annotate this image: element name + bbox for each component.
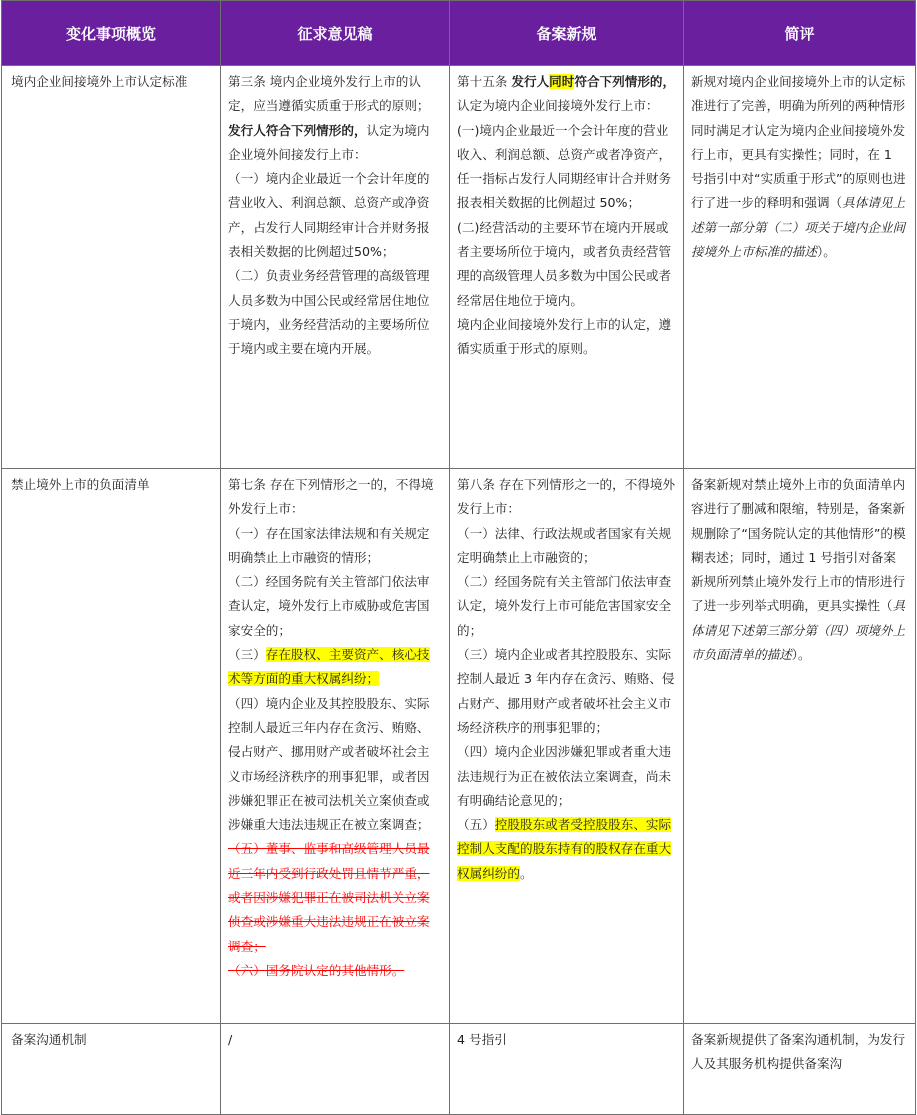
draft-item: （二）经国务院有关主管部门依法审查认定，境外发行上市威胁或危害国家安全的； (228, 574, 430, 638)
comment-reference: 具体请见上述第一部分第（二）项关于境内企业间接境外上市标准的描述 (691, 195, 906, 260)
new-item: （一）法律、行政法规或者国家有关规定明确禁止上市融资的； (457, 525, 672, 565)
draft-cell (221, 66, 450, 469)
new-item: （四）境内企业因涉嫌犯罪或者重大违法违规行为正在被依法立案调查，尚未有明确结论意见的； (457, 744, 672, 808)
table-row (2, 66, 916, 469)
new-item: (二)经营活动的主要环节在境内开展或者主要场所位于境内，或者负责经营管理的高级管理人员多数为中国公民或者经常居住地位于境内。 (457, 219, 672, 308)
topic-cell (2, 66, 221, 469)
new-rules-cell (450, 1024, 684, 1115)
header-row (2, 1, 916, 66)
new-item-prefix: （五） (457, 817, 495, 833)
new-lead (457, 70, 676, 119)
new-item: 境内企业间接境外发行上市的认定，遵循实质重于形式的原则。 (457, 316, 672, 357)
comment-body: 备案新规对禁止境外上市的负面清单内容进行了删减和限缩，特别是，备案新规删除了“国务院认定的其他情形”的模糊表述；同时，通过 1 号指引对备案新规所列禁止境外发行上市的情形进行了进一步列举式明确，更具实操性（ (691, 477, 906, 614)
comment-cell (684, 66, 916, 469)
comment-text (691, 473, 908, 667)
new-item-tail: 。 (519, 865, 533, 881)
draft-item: （四）境内企业及其控股股东、实际控制人最近三年内存在贪污、贿赂、侵占财产、挪用财产或者破坏社会主义市场经济秩序的刑事犯罪，或者因涉嫌犯罪正在被司法机关立案侦查或涉嫌重大违法违规正在被立案调查； (228, 695, 430, 833)
draft-lead-bold: 发行人符合下列情形的， (228, 122, 367, 138)
draft-cell (221, 469, 450, 1024)
comment-cell (684, 469, 916, 1024)
comment-reference: 具体请见下述第三部分第（四）项境外上市负面清单的描述 (691, 598, 906, 663)
comment-text: 备案新规提供了备案沟通机制，为发行人及其服务机构提供备案沟 (691, 1032, 906, 1072)
draft-item-highlight: 存在股权、主要资产、核心技术等方面的重大权属纠纷； (228, 647, 430, 687)
draft-cell (221, 1024, 450, 1115)
draft-lead-text: 第三条 境内企业境外发行上市的认定，应当遵循实质重于形式的原则； (228, 74, 430, 114)
table-row (2, 1024, 916, 1115)
comment-tail: ）。 (791, 647, 811, 663)
draft-item (228, 643, 442, 692)
comparison-table (1, 0, 916, 1115)
deleted-item: （五）董事、监事和高级管理人员最近三年内受到行政处罚且情节严重，或者因涉嫌犯罪正在被司法机关立案侦查或涉嫌重大违法违规正在被立案调查； (228, 841, 430, 954)
header-new-rules: 备案新规 (450, 1, 684, 66)
topic-cell (2, 469, 221, 1024)
draft-item: / (228, 1032, 233, 1047)
header-overview: 变化事项概览 (2, 1, 221, 66)
new-item: （二）经国务院有关主管部门依法审查认定，境外发行上市可能危害国家安全的； (457, 574, 672, 638)
topic-cell (2, 1024, 221, 1115)
comment-cell (684, 1024, 916, 1115)
new-item: （三）境内企业或者其控股股东、实际控制人最近 3 年内存在贪污、贿赂、侵占财产、挪用财产或者破坏社会主义市场经济秩序的刑事犯罪的； (457, 647, 675, 735)
new-lead-bold: 符合下列情形的， (574, 74, 676, 89)
new-item (457, 813, 676, 886)
draft-item: （二）负责业务经营管理的高级管理人员多数为中国公民或经常居住地位于境内，业务经营活动的主要场所位于境内或主要在境内开展。 (228, 268, 430, 357)
new-lead: 第八条 存在下列情形之一的，不得境外发行上市： (457, 477, 676, 517)
topic-label: 境内企业间接境外上市认定标准 (11, 74, 188, 89)
new-lead-highlight: 同时 (549, 74, 575, 89)
comment-text (691, 70, 908, 264)
new-item: 4 号指引 (457, 1032, 507, 1047)
draft-lead (228, 70, 442, 167)
draft-item: （一）境内企业最近一个会计年度的营业收入、利润总额、总资产或净资产，占发行人同期经审计合并财务报表相关数据的比例超过50%； (228, 171, 430, 260)
draft-lead-tail: 认定为境内企业境外间接发行上市： (228, 122, 430, 162)
new-lead-bold: 发行人 (511, 74, 550, 89)
new-lead-text: 第十五条 (457, 74, 512, 89)
table-row (2, 469, 916, 1024)
header-comment: 简评 (684, 1, 916, 66)
new-lead-tail: 认定为境内企业间接境外发行上市： (457, 98, 659, 114)
comment-tail: ）。 (816, 244, 836, 260)
new-item: (一)境内企业最近一个会计年度的营业收入、利润总额、总资产或者净资产，任一指标占发行人同期经审计合并财务报表相关数据的比例超过 50%； (457, 122, 672, 211)
topic-label: 禁止境外上市的负面清单 (11, 477, 150, 492)
new-rules-cell (450, 66, 684, 469)
draft-item-prefix: （三） (228, 647, 266, 663)
draft-lead: 第七条 存在下列情形之一的，不得境外发行上市： (228, 477, 434, 517)
new-rules-cell (450, 469, 684, 1024)
deleted-item: （六）国务院认定的其他情形。 (228, 962, 405, 978)
new-item-highlight: 控股股东或者受控股股东、实际控制人支配的股东持有的股权存在重大权属纠纷的 (457, 817, 672, 881)
topic-label: 备案沟通机制 (11, 1032, 87, 1047)
header-draft: 征求意见稿 (221, 1, 450, 66)
comment-body: 新规对境内企业间接境外上市的认定标准进行了完善，明确为所列的两种情形同时满足才认定为境内企业间接境外发行上市，更具有实操性；同时，在 1 号指引中对“实质重于形式”的原则也进行了进一步的释明和强调（ (691, 74, 906, 211)
draft-item: （一）存在国家法律法规和有关规定明确禁止上市融资的情形； (228, 525, 430, 565)
